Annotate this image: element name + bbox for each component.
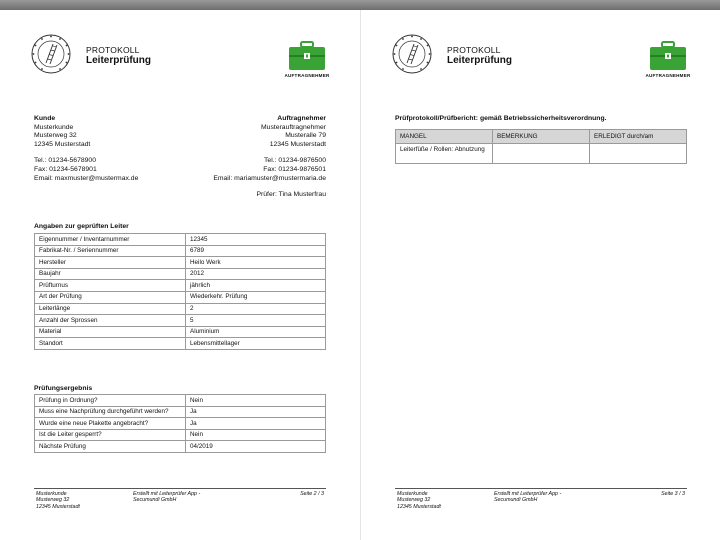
table-row — [35, 395, 326, 407]
table-row — [35, 291, 326, 303]
table-row — [396, 144, 687, 164]
brand-label: AUFTRAGNEHMER — [645, 73, 691, 78]
contractor-block — [170, 115, 326, 200]
table-row — [35, 268, 326, 280]
footer-created-line2: Secumundi GmbH — [133, 497, 177, 504]
row-value: Nein — [186, 429, 326, 441]
table-row — [35, 338, 326, 350]
table-row — [35, 418, 326, 430]
table-row — [35, 234, 326, 246]
result-table — [34, 394, 326, 453]
ladder-section-heading: Angaben zur geprüften Leiter — [34, 223, 129, 230]
table-row — [35, 406, 326, 418]
row-label: Prüfung in Ordnung? — [35, 395, 186, 407]
table-row — [35, 326, 326, 338]
row-label: Hersteller — [35, 257, 186, 269]
ladder-details-table — [34, 233, 326, 350]
page-3 — [360, 10, 720, 540]
column-header: MANGEL — [396, 130, 493, 144]
table-row — [35, 303, 326, 315]
row-label: Ist die Leiter gesperrt? — [35, 429, 186, 441]
row-label: Standort — [35, 338, 186, 350]
protocol-subtitle: Leiterprüfung — [86, 55, 151, 66]
table-row — [35, 441, 326, 453]
seal-ladder-logo — [391, 33, 433, 75]
customer-name: Musterkunde — [34, 123, 74, 131]
row-label: Anzahl der Sprossen — [35, 315, 186, 327]
table-row — [35, 315, 326, 327]
footer-address-city: 12345 Musterstadt — [397, 503, 441, 510]
footer-address — [397, 491, 441, 510]
row-value: 12345 — [186, 234, 326, 246]
result-section-heading: Prüfungsergebnis — [34, 385, 93, 392]
row-label: Fabrikat-Nr. / Seriennummer — [35, 245, 186, 257]
row-label: Wurde eine neue Plakette angebracht? — [35, 418, 186, 430]
footer-created-line2: Secumundi GmbH — [494, 497, 538, 504]
customer-heading: Kunde — [34, 115, 56, 122]
table-row — [35, 429, 326, 441]
toolbox-icon — [282, 40, 332, 72]
row-value: Wiederkehr. Prüfung — [186, 291, 326, 303]
defect-table — [395, 129, 687, 164]
row-value: jährlich — [186, 280, 326, 292]
customer-city: 12345 Musterstadt — [34, 140, 91, 148]
row-label: Baujahr — [35, 268, 186, 280]
row-label: Prüfturnus — [35, 280, 186, 292]
footer-address-city: 12345 Musterstadt — [36, 503, 80, 510]
report-heading: Prüfprotokoll/Prüfbericht: gemäß Betriebssicherheitsverordnung. — [395, 115, 607, 122]
row-label: Muss eine Nachprüfung durchgeführt werden? — [35, 406, 186, 418]
row-label: Material — [35, 326, 186, 338]
table-row — [35, 245, 326, 257]
row-label: Eigennummer / Inventarnummer — [35, 234, 186, 246]
row-value: Ja — [186, 406, 326, 418]
protocol-title: PROTOKOLL — [447, 45, 501, 55]
page-2 — [0, 10, 360, 540]
customer-street: Musterweg 32 — [34, 132, 77, 140]
protocol-subtitle: Leiterprüfung — [447, 55, 512, 66]
row-value: 2 — [186, 303, 326, 315]
contractor-heading: Auftragnehmer — [277, 115, 326, 122]
protocol-title: PROTOKOLL — [86, 45, 140, 55]
customer-fax: Fax: 01234-5678901 — [34, 165, 97, 173]
footer-divider — [34, 488, 326, 489]
footer-created-line1: Erstellt mit Leiterprüfer App - — [494, 491, 562, 497]
customer-block — [34, 115, 138, 183]
row-value: 5 — [186, 315, 326, 327]
page-number: Seite 3 / 3 — [661, 491, 685, 497]
row-value: 04/2019 — [186, 441, 326, 453]
table-cell: Leiterfüße / Rollen: Abnutzung — [396, 144, 493, 164]
table-row — [35, 280, 326, 292]
inspector-name: Prüfer: Tina Musterfrau — [256, 191, 326, 199]
column-header: BEMERKUNG — [493, 130, 590, 144]
row-label: Nächste Prüfung — [35, 441, 186, 453]
footer-address-street: Musterweg 32 — [397, 497, 431, 504]
row-value: 6789 — [186, 245, 326, 257]
customer-email: Email: maxmuster@mustermax.de — [34, 174, 139, 182]
footer-address-name: Musterkunde — [36, 491, 67, 497]
auftragnehmer-logo — [282, 40, 332, 84]
footer-created-line1: Erstellt mit Leiterprüfer App - — [133, 491, 201, 497]
seal-ladder-logo — [30, 33, 72, 75]
contractor-tel: Tel.: 01234-9876500 — [264, 157, 326, 165]
table-cell — [493, 144, 590, 164]
row-value: Nein — [186, 395, 326, 407]
row-value: Ja — [186, 418, 326, 430]
footer-address-name: Musterkunde — [397, 491, 428, 497]
footer-created — [494, 491, 561, 504]
row-label: Art der Prüfung — [35, 291, 186, 303]
window-top-bar — [0, 0, 720, 10]
contractor-name: Musterauftragnehmer — [261, 123, 326, 131]
row-label: Leiterlänge — [35, 303, 186, 315]
brand-label: AUFTRAGNEHMER — [284, 73, 330, 78]
toolbox-icon — [643, 40, 693, 72]
contractor-fax: Fax: 01234-9876501 — [263, 165, 326, 173]
footer-created — [133, 491, 200, 504]
contractor-city: 12345 Musterstadt — [269, 140, 326, 148]
table-cell — [590, 144, 687, 164]
row-value: 2012 — [186, 268, 326, 280]
page-number: Seite 2 / 3 — [300, 491, 324, 497]
contractor-street: Musteralle 79 — [285, 132, 326, 140]
row-value: Lebensmittellager — [186, 338, 326, 350]
column-header: ERLEDIGT durch/am — [590, 130, 687, 144]
contractor-email: Email: mariamuster@mustermaria.de — [213, 174, 326, 182]
document-viewer[interactable] — [0, 10, 720, 540]
customer-tel: Tel.: 01234-5678900 — [34, 157, 96, 165]
row-value: Heilo Werk — [186, 257, 326, 269]
row-value: Aluminium — [186, 326, 326, 338]
auftragnehmer-logo — [643, 40, 693, 84]
footer-address-street: Musterweg 32 — [36, 497, 70, 504]
footer-address — [36, 491, 80, 510]
table-row — [35, 257, 326, 269]
footer-divider — [395, 488, 687, 489]
